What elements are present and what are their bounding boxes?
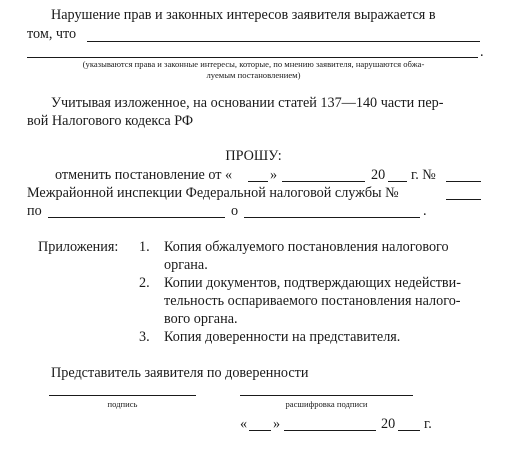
signature-blank[interactable] — [49, 395, 196, 396]
basis-line-1: Учитывая изложенное, на основании статей 137—140 части пер- — [51, 95, 444, 111]
request-year-blank[interactable] — [388, 181, 407, 182]
attachment-1-line-1: Копия обжалуемого постановления налогового — [164, 239, 449, 255]
request-heading: ПРОШУ: — [225, 148, 282, 164]
attachment-3-number: 3. — [139, 329, 150, 345]
signature-date-year-prefix: 20 — [381, 416, 396, 432]
request-month-blank[interactable] — [282, 181, 365, 182]
signature-caption: подпись — [107, 399, 138, 409]
request-po-blank[interactable] — [48, 217, 225, 218]
request-line-2-text: Межрайонной инспекции Федеральной налоговой службы № — [27, 185, 399, 201]
complaint-line-1: Нарушение прав и законных интересов заявителя выражается в — [51, 7, 436, 23]
signature-date-month-blank[interactable] — [284, 430, 376, 431]
basis-line-2: вой Налогового кодекса РФ — [27, 113, 194, 129]
request-day-blank[interactable] — [248, 181, 268, 182]
attachment-3-line-1: Копия доверенности на представителя. — [164, 329, 401, 345]
request-line-1-text: отменить постановление от « — [55, 167, 233, 183]
complaint-note-line-2: луемым постановлением) — [206, 70, 301, 80]
attachment-2-number: 2. — [139, 275, 150, 291]
request-inspection-number-blank[interactable] — [446, 199, 481, 200]
request-o-blank[interactable] — [244, 217, 420, 218]
signature-heading: Представитель заявителя по доверенности — [51, 365, 309, 381]
request-number-blank[interactable] — [446, 181, 481, 182]
complaint-blank-1[interactable] — [87, 41, 480, 42]
attachment-2-line-3: вого органа. — [164, 311, 238, 327]
signature-date-year-blank[interactable] — [398, 430, 420, 431]
request-line-3-o: о — [231, 203, 239, 219]
attachments-label: Приложения: — [38, 239, 119, 255]
complaint-period: . — [480, 44, 484, 60]
complaint-blank-2[interactable] — [27, 57, 478, 58]
request-line-3-po: по — [27, 203, 42, 219]
request-quote-close: » — [270, 167, 278, 183]
request-year-prefix: 20 — [371, 167, 386, 183]
signature-date-year-suffix: г. — [424, 416, 432, 432]
attachment-2-line-1: Копии документов, подтверждающих недействи- — [164, 275, 461, 291]
signature-date-day-blank[interactable] — [249, 430, 271, 431]
signature-date-close-quote: » — [273, 416, 281, 432]
request-line-3-period: . — [423, 203, 427, 219]
complaint-line-2-prefix: том, что — [27, 26, 77, 42]
attachment-1-line-2: органа. — [164, 257, 208, 273]
complaint-note-line-1: (указываются права и законные интересы, которые, по мнению заявителя, нарушаются обжа- — [82, 59, 425, 69]
request-number-label: г. № — [411, 167, 436, 183]
signature-date-open-quote: « — [240, 416, 248, 432]
signature-decode-blank[interactable] — [240, 395, 413, 396]
attachment-1-number: 1. — [139, 239, 150, 255]
signature-decode-caption: расшифровка подписи — [285, 399, 368, 409]
attachment-2-line-2: тельность оспариваемого постановления налого- — [164, 293, 461, 309]
